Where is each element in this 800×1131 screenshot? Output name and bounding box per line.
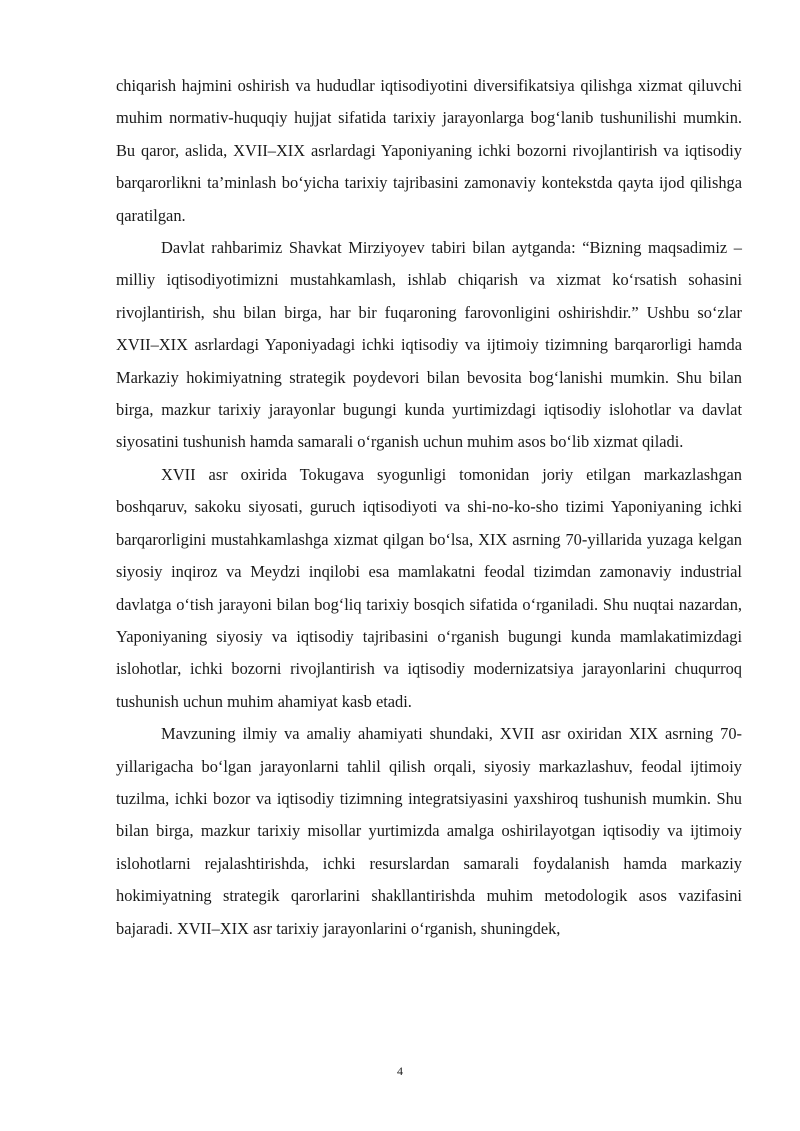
paragraph-significance: Mavzuning ilmiy va amaliy ahamiyati shundaki, XVII asr oxiridan XIX asrning 70-yillarigacha bo‘lgan jarayonlarni tahlil qilish orqali, siyosiy markazlashuv, feodal ijtimoiy tuzilma, ichki bozor va iqtisodiy tizimning integratsiyasini yaxshiroq tushunish mumkin. Shu bilan birga, mazkur tarixiy misollar yurtimizda amalga oshirilayotgan iqtisodiy va ijtimoiy islohotlarni rejalashtirishda, ichki resurslardan samarali foydalanish hamda markaziy hokimiyatning strategik qarorlarini shakllantirishda muhim metodologik asos vazifasini bajaradi. XVII–XIX asr tarixiy jarayonlarini o‘rganish, shuningdek, xyxy=(116,724,742,938)
paragraph-continuation: chiqarish hajmini oshirish va hududlar iqtisodiyotini diversifikatsiya qilishga xizmat qiluvchi muhim normativ-huquqiy hujjat sifatida tarixiy jarayonlarga bog‘lanib tushunilishi mumkin. Bu qaror, aslida, XVII–XIX asrlardagi Yaponiyaning ichki bozorni rivojlantirish va iqtisodiy barqarorlikni ta’minlash bo‘yicha tarixiy tajribasini zamonaviy kontekstda qayta ijod qilishga qaratilgan. xyxy=(116,76,742,225)
page-body xyxy=(116,70,742,945)
paragraph-president-quote: Davlat rahbarimiz Shavkat Mirziyoyev tabiri bilan aytganda: “Bizning maqsadimiz – milliy iqtisodiyotimizni mustahkamlash, ishlab chiqarish va xizmat ko‘rsatish sohasini rivojlantirish, shu bilan birga, har bir fuqaroning farovonligini oshirishdir.” Ushbu so‘zlar XVII–XIX asrlardagi Yaponiyadagi ichki iqtisodiy va ijtimoiy tizimning barqarorligi hamda Markaziy hokimiyatning strategik poydevori bilan bevosita bog‘lanishi mumkin. Shu bilan birga, mazkur tarixiy jarayonlar bugungi kunda yurtimizdagi iqtisodiy islohotlar va davlat siyosatini tushunish hamda samarali o‘rganish uchun muhim asos bo‘lib xizmat qiladi. xyxy=(116,238,742,452)
page-number: 4 xyxy=(397,1064,403,1078)
paragraph-tokugava: XVII asr oxirida Tokugava syogunligi tomonidan joriy etilgan markazlashgan boshqaruv, sakoku siyosati, guruch iqtisodiyoti va shi-no-ko-sho tizimi Yaponiyaning ichki barqarorligini mustahkamlashga xizmat qilgan bo‘lsa, XIX asrning 70-yillarida yuzaga kelgan siyosiy inqiroz va Meydzi inqilobi esa mamlakatni feodal tizimdan zamonaviy industrial davlatga o‘tish jarayoni bilan bog‘liq tarixiy bosqich sifatida o‘rganiladi. Shu nuqtai nazardan, Yaponiyaning siyosiy va iqtisodiy tajribasini o‘rganish bugungi kunda mamlakatimizdagi islohotlar, ichki bozorni rivojlantirish va iqtisodiy modernizatsiya jarayonlarini chuqurroq tushunish uchun muhim ahamiyat kasb etadi. xyxy=(116,464,742,711)
